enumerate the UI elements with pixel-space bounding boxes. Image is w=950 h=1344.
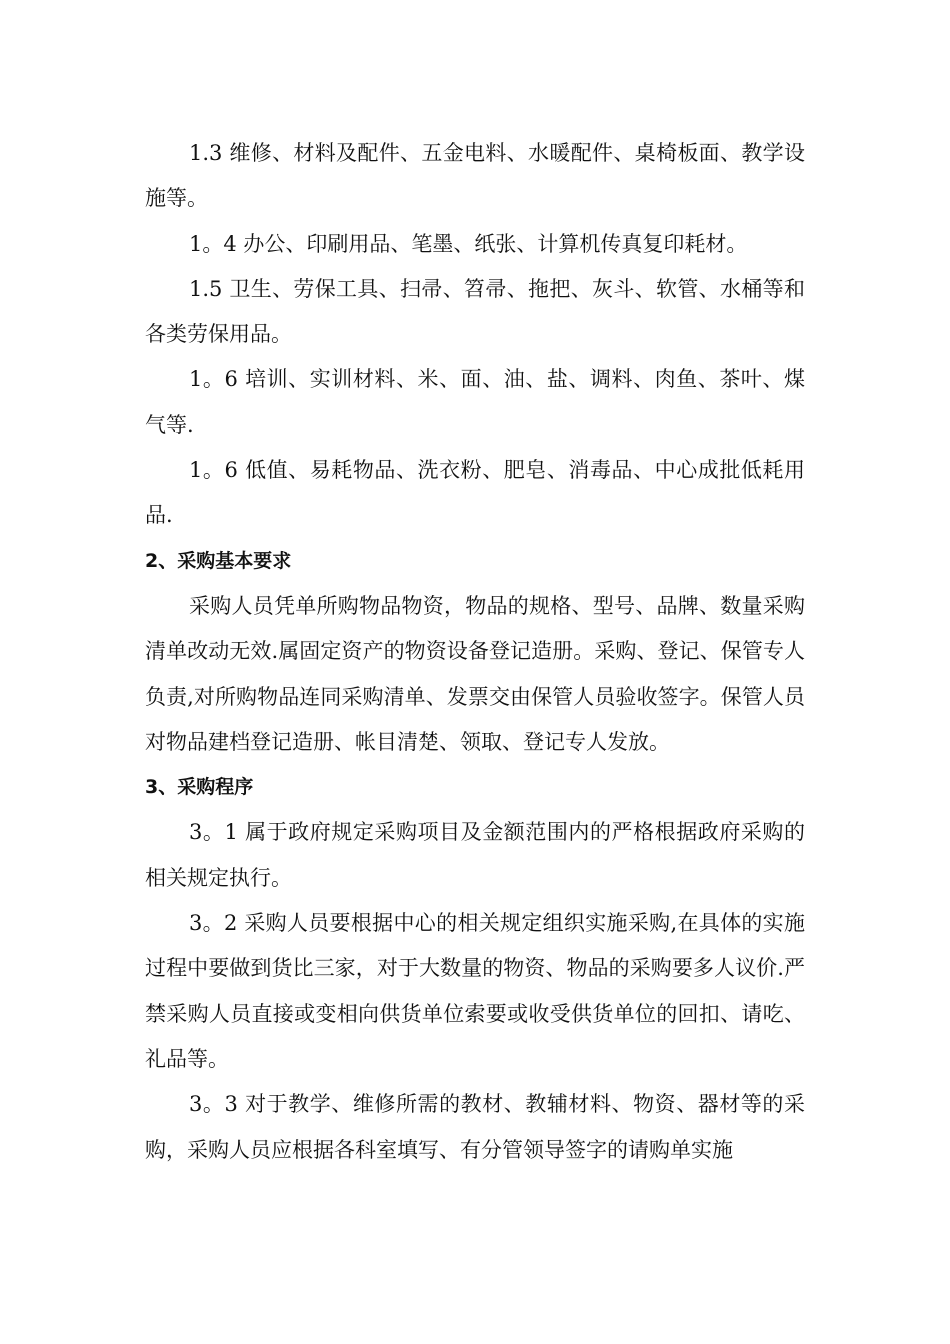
item-1-6-consumables: 1。6 低值、易耗物品、洗衣粉、肥皂、消毒品、中心成批低耗用品. (145, 458, 805, 528)
document-body (145, 131, 805, 1173)
section-3-heading: 3、采购程序 (145, 776, 254, 799)
item-1-4: 1。4 办公、印刷用品、笔墨、纸张、计算机传真复印耗材。 (189, 231, 748, 256)
item-3-2: 3。2 采购人员要根据中心的相关规定组织实施采购,在具体的实施过程中要做到货比三家，对于大数量的物资、物品的采购要多人议价.严禁采购人员直接或变相向供货单位索要或收受供货单位的回扣、请吃、礼品等。 (145, 911, 805, 1071)
section-2-heading: 2、采购基本要求 (145, 549, 292, 572)
section-2-body: 采购人员凭单所购物品物资，物品的规格、型号、品牌、数量采购清单改动无效.属固定资产的物资设备登记造册。采购、登记、保管专人负责,对所购物品连同采购清单、发票交由保管人员验收签字。保管人员对物品建档登记造册、帐目清楚、领取、登记专人发放。 (145, 593, 805, 754)
item-1-5: 1.5 卫生、劳保工具、扫帚、笤帚、拖把、灰斗、软管、水桶等和各类劳保用品。 (145, 276, 805, 347)
item-3-1: 3。1 属于政府规定采购项目及金额范围内的严格根据政府采购的相关规定执行。 (145, 820, 805, 890)
item-1-3: 1.3 维修、材料及配件、五金电料、水暖配件、桌椅板面、教学设施等。 (145, 141, 805, 211)
item-3-3: 3。3 对于教学、维修所需的教材、教辅材料、物资、器材等的采购，采购人员应根据各科室填写、有分管领导签字的请购单实施 (145, 1092, 805, 1162)
item-1-6-training: 1。6 培训、实训材料、米、面、油、盐、调料、肉鱼、茶叶、煤气等. (145, 367, 805, 437)
